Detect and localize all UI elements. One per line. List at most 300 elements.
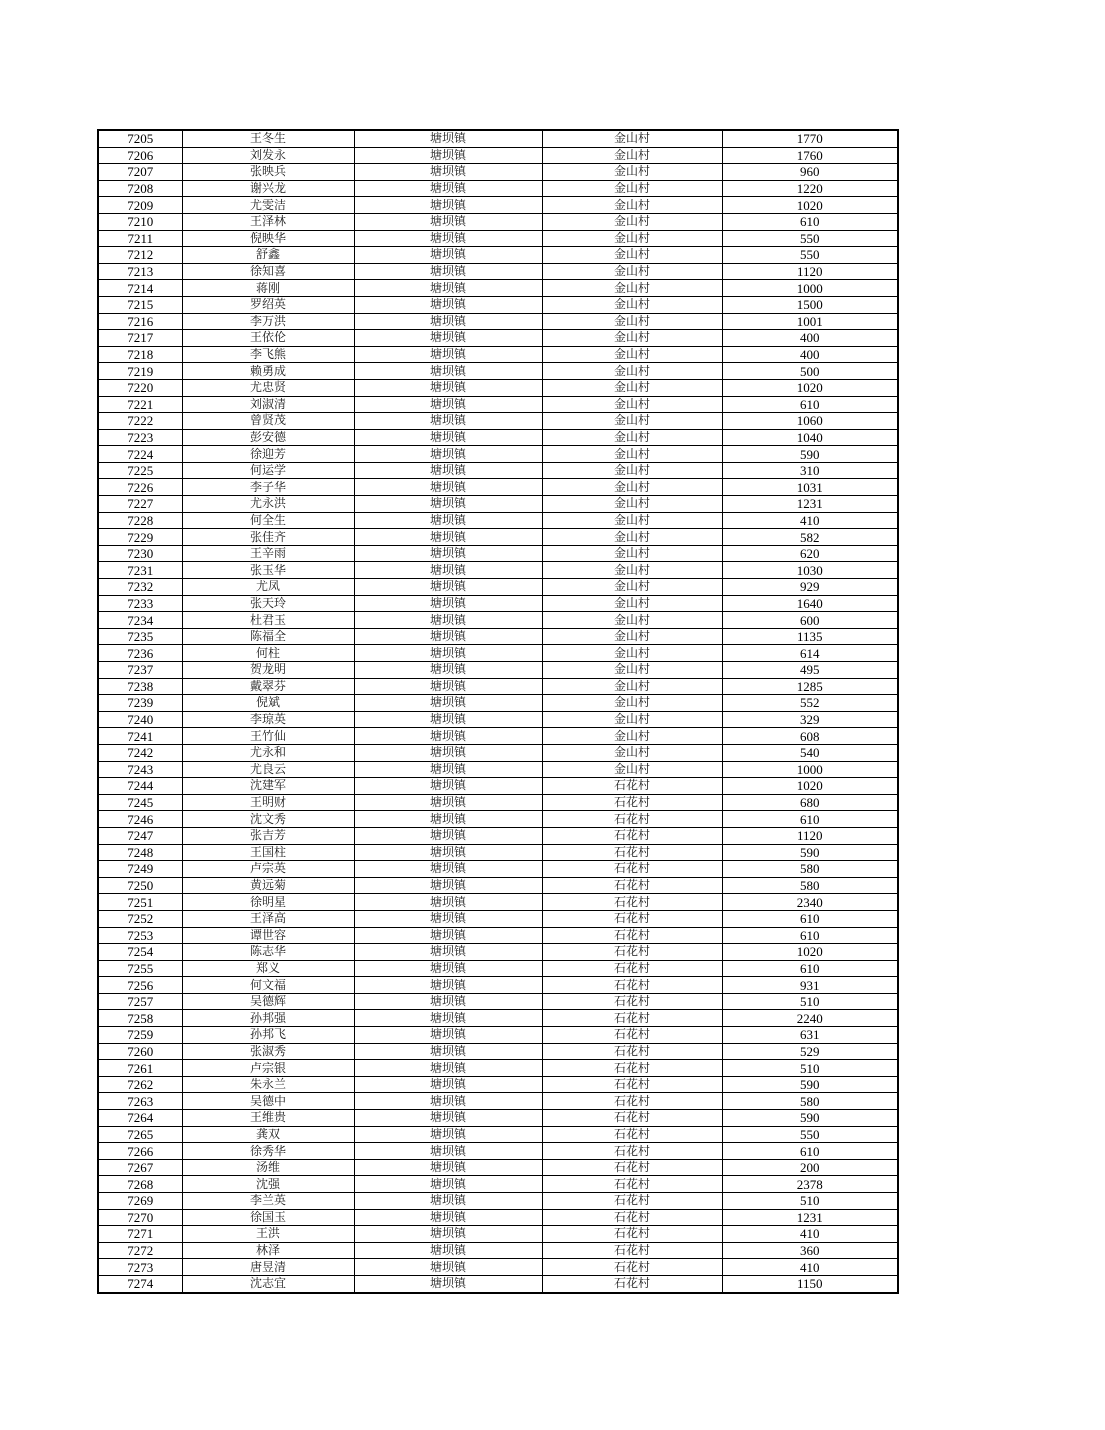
amount-cell: 1020 [722, 944, 898, 961]
village-cell: 金山村 [542, 579, 722, 596]
amount-cell: 510 [722, 993, 898, 1010]
name-cell: 刘发永 [182, 147, 354, 164]
amount-cell: 580 [722, 877, 898, 894]
row-number-cell: 7241 [98, 728, 182, 745]
table-row [98, 579, 898, 596]
amount-cell: 1060 [722, 413, 898, 430]
village-cell: 金山村 [542, 496, 722, 513]
row-number-cell: 7268 [98, 1176, 182, 1193]
town-cell: 塘坝镇 [354, 595, 542, 612]
table-row [98, 379, 898, 396]
town-cell: 塘坝镇 [354, 778, 542, 795]
name-cell: 张佳齐 [182, 529, 354, 546]
village-cell: 石花村 [542, 894, 722, 911]
village-cell: 金山村 [542, 744, 722, 761]
name-cell: 张吉芳 [182, 827, 354, 844]
name-cell: 卢宗银 [182, 1060, 354, 1077]
table-row [98, 811, 898, 828]
amount-cell: 610 [722, 396, 898, 413]
town-cell: 塘坝镇 [354, 379, 542, 396]
name-cell: 谢兴龙 [182, 180, 354, 197]
table-row [98, 1093, 898, 1110]
table-row [98, 446, 898, 463]
row-number-cell: 7273 [98, 1259, 182, 1276]
name-cell: 王明财 [182, 794, 354, 811]
amount-cell: 614 [722, 645, 898, 662]
town-cell: 塘坝镇 [354, 927, 542, 944]
table-row [98, 545, 898, 562]
town-cell: 塘坝镇 [354, 811, 542, 828]
village-cell: 金山村 [542, 711, 722, 728]
row-number-cell: 7234 [98, 612, 182, 629]
town-cell: 塘坝镇 [354, 794, 542, 811]
name-cell: 吴德中 [182, 1093, 354, 1110]
row-number-cell: 7229 [98, 529, 182, 546]
town-cell: 塘坝镇 [354, 877, 542, 894]
town-cell: 塘坝镇 [354, 280, 542, 297]
village-cell: 金山村 [542, 213, 722, 230]
row-number-cell: 7254 [98, 944, 182, 961]
table-row [98, 396, 898, 413]
town-cell: 塘坝镇 [354, 330, 542, 347]
village-cell: 石花村 [542, 1110, 722, 1127]
amount-cell: 1000 [722, 280, 898, 297]
town-cell: 塘坝镇 [354, 363, 542, 380]
village-cell: 金山村 [542, 247, 722, 264]
name-cell: 李万洪 [182, 313, 354, 330]
amount-cell: 1135 [722, 628, 898, 645]
town-cell: 塘坝镇 [354, 263, 542, 280]
name-cell: 曾贤茂 [182, 413, 354, 430]
town-cell: 塘坝镇 [354, 678, 542, 695]
name-cell: 汤维 [182, 1159, 354, 1176]
table-row [98, 993, 898, 1010]
name-cell: 杜君玉 [182, 612, 354, 629]
town-cell: 塘坝镇 [354, 977, 542, 994]
village-cell: 石花村 [542, 1209, 722, 1226]
table-row [98, 761, 898, 778]
amount-cell: 580 [722, 1093, 898, 1110]
village-cell: 金山村 [542, 695, 722, 712]
town-cell: 塘坝镇 [354, 861, 542, 878]
row-number-cell: 7242 [98, 744, 182, 761]
town-cell: 塘坝镇 [354, 446, 542, 463]
name-cell: 孙邦强 [182, 1010, 354, 1027]
amount-cell: 590 [722, 1076, 898, 1093]
name-cell: 何全生 [182, 512, 354, 529]
town-cell: 塘坝镇 [354, 1043, 542, 1060]
row-number-cell: 7235 [98, 628, 182, 645]
village-cell: 石花村 [542, 1093, 722, 1110]
amount-cell: 929 [722, 579, 898, 596]
table-row [98, 877, 898, 894]
table-row [98, 794, 898, 811]
town-cell: 塘坝镇 [354, 1193, 542, 1210]
table-row [98, 1010, 898, 1027]
row-number-cell: 7206 [98, 147, 182, 164]
village-cell: 石花村 [542, 944, 722, 961]
village-cell: 石花村 [542, 927, 722, 944]
name-cell: 蒋刚 [182, 280, 354, 297]
row-number-cell: 7208 [98, 180, 182, 197]
amount-cell: 1000 [722, 761, 898, 778]
row-number-cell: 7258 [98, 1010, 182, 1027]
town-cell: 塘坝镇 [354, 1242, 542, 1259]
amount-cell: 510 [722, 1060, 898, 1077]
name-cell: 张天玲 [182, 595, 354, 612]
table-row [98, 1043, 898, 1060]
row-number-cell: 7210 [98, 213, 182, 230]
village-cell: 石花村 [542, 1193, 722, 1210]
village-cell: 金山村 [542, 130, 722, 147]
name-cell: 朱永兰 [182, 1076, 354, 1093]
row-number-cell: 7216 [98, 313, 182, 330]
table-row [98, 662, 898, 679]
table-row [98, 1143, 898, 1160]
town-cell: 塘坝镇 [354, 744, 542, 761]
village-cell: 金山村 [542, 197, 722, 214]
name-cell: 赖勇成 [182, 363, 354, 380]
town-cell: 塘坝镇 [354, 562, 542, 579]
table-row [98, 230, 898, 247]
row-number-cell: 7249 [98, 861, 182, 878]
amount-cell: 610 [722, 910, 898, 927]
village-cell: 石花村 [542, 811, 722, 828]
village-cell: 金山村 [542, 612, 722, 629]
amount-cell: 1001 [722, 313, 898, 330]
town-cell: 塘坝镇 [354, 628, 542, 645]
amount-cell: 1231 [722, 496, 898, 513]
village-cell: 金山村 [542, 379, 722, 396]
name-cell: 龚双 [182, 1126, 354, 1143]
town-cell: 塘坝镇 [354, 529, 542, 546]
row-number-cell: 7256 [98, 977, 182, 994]
name-cell: 尤良云 [182, 761, 354, 778]
table-row [98, 496, 898, 513]
amount-cell: 1030 [722, 562, 898, 579]
amount-cell: 2240 [722, 1010, 898, 1027]
table-row [98, 927, 898, 944]
name-cell: 李子华 [182, 479, 354, 496]
amount-cell: 550 [722, 230, 898, 247]
table-row [98, 529, 898, 546]
name-cell: 沈文秀 [182, 811, 354, 828]
row-number-cell: 7244 [98, 778, 182, 795]
name-cell: 尤凤 [182, 579, 354, 596]
town-cell: 塘坝镇 [354, 1159, 542, 1176]
town-cell: 塘坝镇 [354, 827, 542, 844]
name-cell: 王泽高 [182, 910, 354, 927]
row-number-cell: 7205 [98, 130, 182, 147]
amount-cell: 620 [722, 545, 898, 562]
row-number-cell: 7231 [98, 562, 182, 579]
table-row [98, 678, 898, 695]
name-cell: 李兰英 [182, 1193, 354, 1210]
row-number-cell: 7221 [98, 396, 182, 413]
table-row [98, 429, 898, 446]
name-cell: 王维贵 [182, 1110, 354, 1127]
amount-cell: 1220 [722, 180, 898, 197]
name-cell: 黄远菊 [182, 877, 354, 894]
table-row [98, 462, 898, 479]
town-cell: 塘坝镇 [354, 1143, 542, 1160]
village-cell: 金山村 [542, 280, 722, 297]
town-cell: 塘坝镇 [354, 164, 542, 181]
amount-cell: 582 [722, 529, 898, 546]
name-cell: 王辛雨 [182, 545, 354, 562]
town-cell: 塘坝镇 [354, 662, 542, 679]
name-cell: 王洪 [182, 1226, 354, 1243]
village-cell: 石花村 [542, 993, 722, 1010]
village-cell: 石花村 [542, 1226, 722, 1243]
amount-cell: 1150 [722, 1275, 898, 1292]
village-cell: 金山村 [542, 728, 722, 745]
table-row [98, 1126, 898, 1143]
village-cell: 石花村 [542, 1143, 722, 1160]
table-row [98, 413, 898, 430]
village-cell: 金山村 [542, 147, 722, 164]
town-cell: 塘坝镇 [354, 396, 542, 413]
row-number-cell: 7215 [98, 296, 182, 313]
name-cell: 倪映华 [182, 230, 354, 247]
town-cell: 塘坝镇 [354, 545, 542, 562]
row-number-cell: 7227 [98, 496, 182, 513]
town-cell: 塘坝镇 [354, 313, 542, 330]
village-cell: 石花村 [542, 1126, 722, 1143]
row-number-cell: 7238 [98, 678, 182, 695]
name-cell: 徐国玉 [182, 1209, 354, 1226]
town-cell: 塘坝镇 [354, 230, 542, 247]
town-cell: 塘坝镇 [354, 213, 542, 230]
town-cell: 塘坝镇 [354, 512, 542, 529]
table-row [98, 844, 898, 861]
row-number-cell: 7220 [98, 379, 182, 396]
amount-cell: 1040 [722, 429, 898, 446]
town-cell: 塘坝镇 [354, 1110, 542, 1127]
table-row [98, 1242, 898, 1259]
village-cell: 金山村 [542, 330, 722, 347]
amount-cell: 1031 [722, 479, 898, 496]
village-cell: 金山村 [542, 462, 722, 479]
table-row [98, 944, 898, 961]
village-cell: 石花村 [542, 1076, 722, 1093]
name-cell: 沈志宜 [182, 1275, 354, 1292]
town-cell: 塘坝镇 [354, 180, 542, 197]
town-cell: 塘坝镇 [354, 296, 542, 313]
table-row [98, 977, 898, 994]
village-cell: 金山村 [542, 429, 722, 446]
table-row [98, 280, 898, 297]
village-cell: 金山村 [542, 396, 722, 413]
table-row [98, 1193, 898, 1210]
town-cell: 塘坝镇 [354, 462, 542, 479]
row-number-cell: 7264 [98, 1110, 182, 1127]
village-cell: 石花村 [542, 1060, 722, 1077]
town-cell: 塘坝镇 [354, 612, 542, 629]
table-row [98, 1176, 898, 1193]
table-row [98, 296, 898, 313]
table-row [98, 645, 898, 662]
village-cell: 石花村 [542, 1176, 722, 1193]
name-cell: 贺龙明 [182, 662, 354, 679]
village-cell: 金山村 [542, 678, 722, 695]
name-cell: 郑义 [182, 960, 354, 977]
data-table-container [97, 129, 897, 1294]
table-row [98, 695, 898, 712]
town-cell: 塘坝镇 [354, 894, 542, 911]
amount-cell: 500 [722, 363, 898, 380]
row-number-cell: 7237 [98, 662, 182, 679]
town-cell: 塘坝镇 [354, 346, 542, 363]
amount-cell: 610 [722, 927, 898, 944]
row-number-cell: 7274 [98, 1275, 182, 1292]
row-number-cell: 7243 [98, 761, 182, 778]
row-number-cell: 7248 [98, 844, 182, 861]
village-cell: 石花村 [542, 877, 722, 894]
table-row [98, 778, 898, 795]
village-cell: 金山村 [542, 296, 722, 313]
row-number-cell: 7214 [98, 280, 182, 297]
village-cell: 石花村 [542, 1043, 722, 1060]
name-cell: 张淑秀 [182, 1043, 354, 1060]
row-number-cell: 7251 [98, 894, 182, 911]
row-number-cell: 7257 [98, 993, 182, 1010]
table-row [98, 1275, 898, 1292]
name-cell: 王依伦 [182, 330, 354, 347]
table-row [98, 130, 898, 147]
row-number-cell: 7272 [98, 1242, 182, 1259]
town-cell: 塘坝镇 [354, 1027, 542, 1044]
town-cell: 塘坝镇 [354, 1093, 542, 1110]
name-cell: 陈志华 [182, 944, 354, 961]
village-cell: 金山村 [542, 346, 722, 363]
table-row [98, 313, 898, 330]
table-row [98, 711, 898, 728]
village-cell: 金山村 [542, 662, 722, 679]
amount-cell: 2378 [722, 1176, 898, 1193]
table-row [98, 562, 898, 579]
row-number-cell: 7246 [98, 811, 182, 828]
name-cell: 吴德辉 [182, 993, 354, 1010]
town-cell: 塘坝镇 [354, 1209, 542, 1226]
row-number-cell: 7224 [98, 446, 182, 463]
amount-cell: 540 [722, 744, 898, 761]
amount-cell: 1020 [722, 778, 898, 795]
table-row [98, 1159, 898, 1176]
town-cell: 塘坝镇 [354, 695, 542, 712]
village-cell: 金山村 [542, 512, 722, 529]
amount-cell: 410 [722, 512, 898, 529]
row-number-cell: 7269 [98, 1193, 182, 1210]
table-row [98, 1060, 898, 1077]
name-cell: 徐迎芳 [182, 446, 354, 463]
town-cell: 塘坝镇 [354, 993, 542, 1010]
town-cell: 塘坝镇 [354, 1060, 542, 1077]
name-cell: 何文福 [182, 977, 354, 994]
name-cell: 孙邦飞 [182, 1027, 354, 1044]
table-body [98, 130, 898, 1293]
town-cell: 塘坝镇 [354, 479, 542, 496]
village-cell: 石花村 [542, 960, 722, 977]
row-number-cell: 7228 [98, 512, 182, 529]
row-number-cell: 7230 [98, 545, 182, 562]
table-row [98, 728, 898, 745]
village-cell: 石花村 [542, 910, 722, 927]
table-row [98, 910, 898, 927]
amount-cell: 590 [722, 446, 898, 463]
town-cell: 塘坝镇 [354, 711, 542, 728]
village-cell: 石花村 [542, 1259, 722, 1276]
row-number-cell: 7239 [98, 695, 182, 712]
amount-cell: 1120 [722, 263, 898, 280]
table-row [98, 330, 898, 347]
village-cell: 金山村 [542, 529, 722, 546]
town-cell: 塘坝镇 [354, 197, 542, 214]
name-cell: 彭安德 [182, 429, 354, 446]
amount-cell: 400 [722, 330, 898, 347]
table-row [98, 1076, 898, 1093]
row-number-cell: 7262 [98, 1076, 182, 1093]
town-cell: 塘坝镇 [354, 429, 542, 446]
row-number-cell: 7253 [98, 927, 182, 944]
town-cell: 塘坝镇 [354, 910, 542, 927]
table-row [98, 197, 898, 214]
table-row [98, 247, 898, 264]
data-table [97, 129, 899, 1294]
amount-cell: 1760 [722, 147, 898, 164]
amount-cell: 1640 [722, 595, 898, 612]
amount-cell: 600 [722, 612, 898, 629]
table-row [98, 1209, 898, 1226]
row-number-cell: 7266 [98, 1143, 182, 1160]
name-cell: 徐秀华 [182, 1143, 354, 1160]
amount-cell: 495 [722, 662, 898, 679]
amount-cell: 580 [722, 861, 898, 878]
town-cell: 塘坝镇 [354, 496, 542, 513]
row-number-cell: 7225 [98, 462, 182, 479]
village-cell: 金山村 [542, 761, 722, 778]
village-cell: 金山村 [542, 363, 722, 380]
village-cell: 石花村 [542, 827, 722, 844]
amount-cell: 610 [722, 960, 898, 977]
village-cell: 石花村 [542, 844, 722, 861]
amount-cell: 552 [722, 695, 898, 712]
village-cell: 金山村 [542, 180, 722, 197]
table-row [98, 612, 898, 629]
village-cell: 石花村 [542, 1027, 722, 1044]
town-cell: 塘坝镇 [354, 645, 542, 662]
name-cell: 沈建军 [182, 778, 354, 795]
village-cell: 石花村 [542, 861, 722, 878]
table-row [98, 1027, 898, 1044]
row-number-cell: 7236 [98, 645, 182, 662]
town-cell: 塘坝镇 [354, 761, 542, 778]
row-number-cell: 7260 [98, 1043, 182, 1060]
name-cell: 舒鑫 [182, 247, 354, 264]
town-cell: 塘坝镇 [354, 960, 542, 977]
town-cell: 塘坝镇 [354, 1126, 542, 1143]
table-row [98, 744, 898, 761]
village-cell: 金山村 [542, 562, 722, 579]
amount-cell: 1500 [722, 296, 898, 313]
village-cell: 石花村 [542, 794, 722, 811]
name-cell: 谭世容 [182, 927, 354, 944]
village-cell: 金山村 [542, 413, 722, 430]
row-number-cell: 7217 [98, 330, 182, 347]
row-number-cell: 7209 [98, 197, 182, 214]
name-cell: 沈强 [182, 1176, 354, 1193]
town-cell: 塘坝镇 [354, 1010, 542, 1027]
